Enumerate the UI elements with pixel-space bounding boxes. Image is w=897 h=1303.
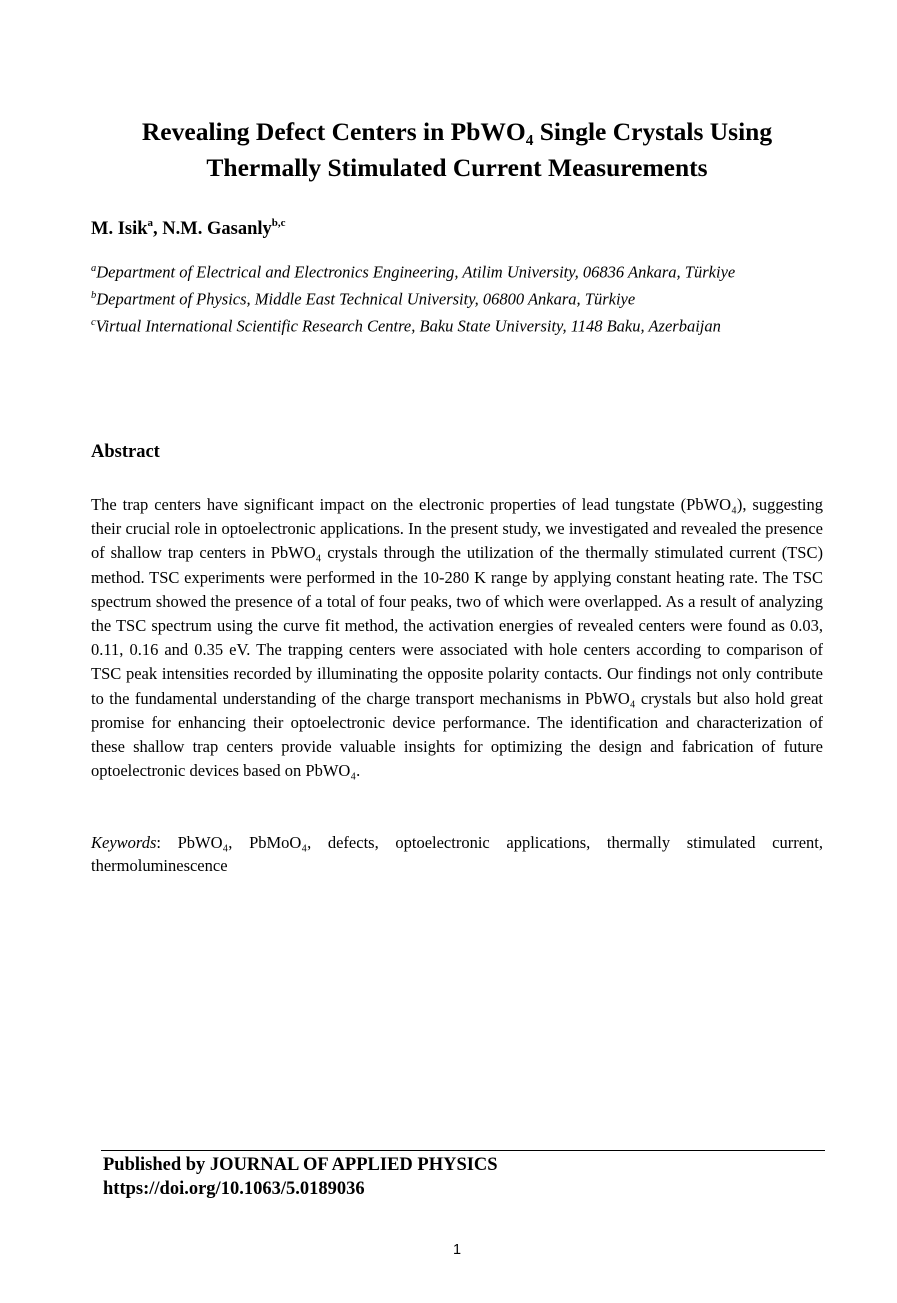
affiliation-text: Department of Physics, Middle East Technical University, 06800 Ankara, Türkiye xyxy=(96,289,636,309)
author-affiliation-mark: b,c xyxy=(271,217,286,229)
publisher-line: Published by JOURNAL OF APPLIED PHYSICS xyxy=(103,1155,498,1175)
affiliation-mark: c xyxy=(91,317,96,328)
doi-link[interactable]: https://doi.org/10.1063/5.0189036 xyxy=(103,1179,365,1199)
author-name: M. Isik xyxy=(91,219,148,240)
affiliation-item xyxy=(91,257,791,284)
affiliation-item xyxy=(91,284,791,311)
affiliation-mark: b xyxy=(91,290,97,301)
paper-title xyxy=(60,114,854,186)
keywords-list: : PbWO₄, PbMoO₄, defects, optoelectronic applications, thermally stimulated current, thermoluminescence xyxy=(91,833,823,875)
keywords-label: Keywords xyxy=(91,833,157,852)
author-affiliation-mark: a xyxy=(147,217,154,229)
title-line-2: Thermally Stimulated Current Measurements xyxy=(206,153,708,182)
affiliation-mark: a xyxy=(91,263,97,274)
affiliation-list xyxy=(91,257,791,338)
publication-footer xyxy=(103,1153,498,1201)
author-list xyxy=(91,211,286,242)
keywords xyxy=(91,832,823,877)
affiliation-text: Virtual International Scientific Research Centre, Baku State University, 1148 Baku, Azerbaijan xyxy=(95,316,721,336)
affiliation-item xyxy=(91,311,791,338)
page-number: 1 xyxy=(452,1242,462,1258)
footer-divider xyxy=(101,1150,825,1151)
abstract-body xyxy=(91,493,823,783)
abstract-paragraph: The trap centers have significant impact on the electronic properties of lead tungstate (PbWO₄), suggesting their crucial role in optoelectronic applications. In the present study, we investigated and revealed the presence of shallow trap centers in PbWO₄ crystals through the utilization of the thermally stimulated current (TSC) method. TSC experiments were performed in the 10-280 K range by applying constant heating rate. The TSC spectrum showed the presence of a total of four peaks, two of which were overlapped. As a result of analyzing the TSC spectrum using the curve fit method, the activation energies of revealed centers were found as 0.03, 0.11, 0.16 and 0.35 eV. The trapping centers were associated with hole centers according to comparison of TSC peak intensities recorded by illuminating the opposite polarity contacts. Our findings not only contribute to the fundamental understanding of the charge transport mechanisms in PbWO₄ crystals but also hold great promise for enhancing their optoelectronic device performance. The identification and characterization of these shallow trap centers provide valuable insights for optimizing the design and fabrication of future optoelectronic devices based on PbWO₄. xyxy=(91,495,823,781)
abstract-heading: Abstract xyxy=(91,442,160,462)
author-separator: , xyxy=(153,219,163,240)
title-line-1: Revealing Defect Centers in PbWO₄ Single Crystals Using xyxy=(141,117,773,146)
author-name: N.M. Gasanly xyxy=(162,219,272,240)
affiliation-text: Department of Electrical and Electronics Engineering, Atilim University, 06836 Ankara, Türkiye xyxy=(96,262,736,282)
